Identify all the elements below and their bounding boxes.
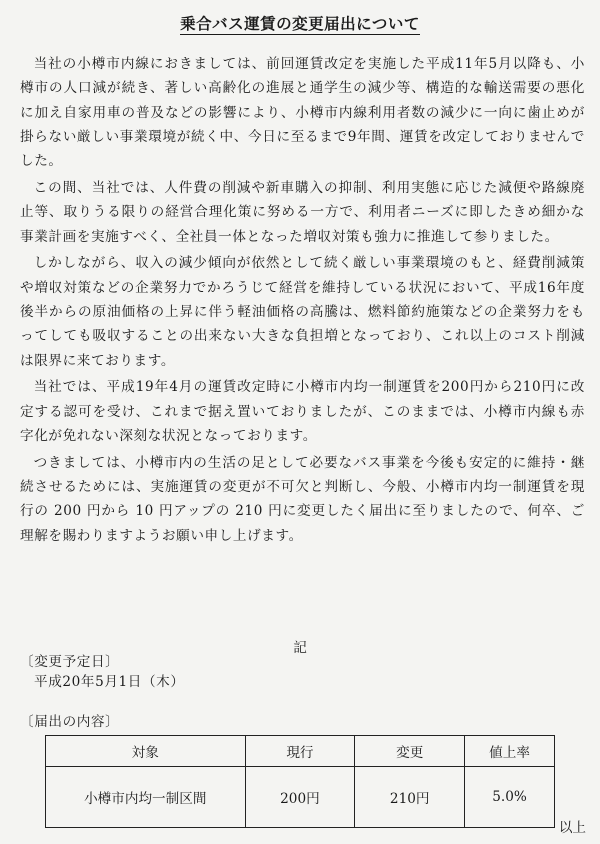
paragraph: この間、当社では、人件費の削減や新車購入の抑制、利用実態に応じた減便や路線廃止等、取りうる限りの経営合理化策に努める一方で、利用者ニーズに即したきめ細かな事業計画を実施すべく、全社員一体となった増収対策も強力に推進して参りました。 — [20, 179, 585, 245]
change-date-value: 平成20年5月1日（木） — [34, 674, 185, 690]
paragraph: しかしながら、収入の減少傾向が依然として続く厳しい事業環境のもと、経費削減策や増収対策などの企業努力でかろうじて経営を維持している状況において、平成16年度後半からの原油価格の上昇に伴う軽油価格の高騰は、燃料節約施策などの企業努力をもってしても吸収することの出来ない大きな負担増となっており、これ以上のコスト削減は限界に来ております。 — [20, 255, 585, 369]
cell-current: 200円 — [245, 767, 355, 828]
change-date-label: 〔変更予定日〕 — [20, 654, 120, 670]
table-header-row — [46, 736, 555, 767]
header-new: 変更 — [355, 736, 465, 767]
cell-new: 210円 — [355, 767, 465, 828]
header-current: 現行 — [245, 736, 355, 767]
document-body — [20, 52, 585, 550]
ki-heading: 記 — [293, 640, 307, 656]
fare-table — [45, 735, 555, 828]
table-row — [46, 767, 555, 828]
document-title: 乗合バス運賃の変更届出について — [180, 15, 420, 33]
closing-text: 以上 — [558, 820, 586, 836]
paragraph: 当社の小樽市内線におきましては、前回運賃改定を実施した平成11年5月以降も、小樽市の人口減が続き、著しい高齢化の進展と通学生の減少等、構造的な輸送需要の悪化に加え自家用車の普及などの影響により、小樽市内線利用者数の減少に一向に歯止めが掛らない厳しい事業環境が続く中、今日に至るまで9年間、運賃を改定しておりませんでした。 — [20, 56, 585, 170]
cell-rate: 5.0% — [465, 767, 555, 828]
contents-label: 〔届出の内容〕 — [20, 714, 120, 730]
paragraph: つきましては、小樽市内の生活の足として必要なバス事業を今後も安定的に維持・継続させるためには、実施運賃の変更が不可欠と判断し、今般、小樽市内均一制運賃を現行の 200 円から 10 円アップの 210 円に変更したく届出に至りましたので、何卒、ご理解を賜わりますようお願い申し上げます。 — [20, 454, 585, 544]
cell-target: 小樽市内均一制区間 — [46, 767, 246, 828]
header-rate: 値上率 — [465, 736, 555, 767]
paragraph: 当社では、平成19年4月の運賃改定時に小樽市内均一制運賃を200円から210円に改定する認可を受け、これまで据え置いておりましたが、このままでは、小樽市内線も赤字化が免れない深刻な状況となっております。 — [20, 379, 585, 444]
header-target: 対象 — [46, 736, 246, 767]
